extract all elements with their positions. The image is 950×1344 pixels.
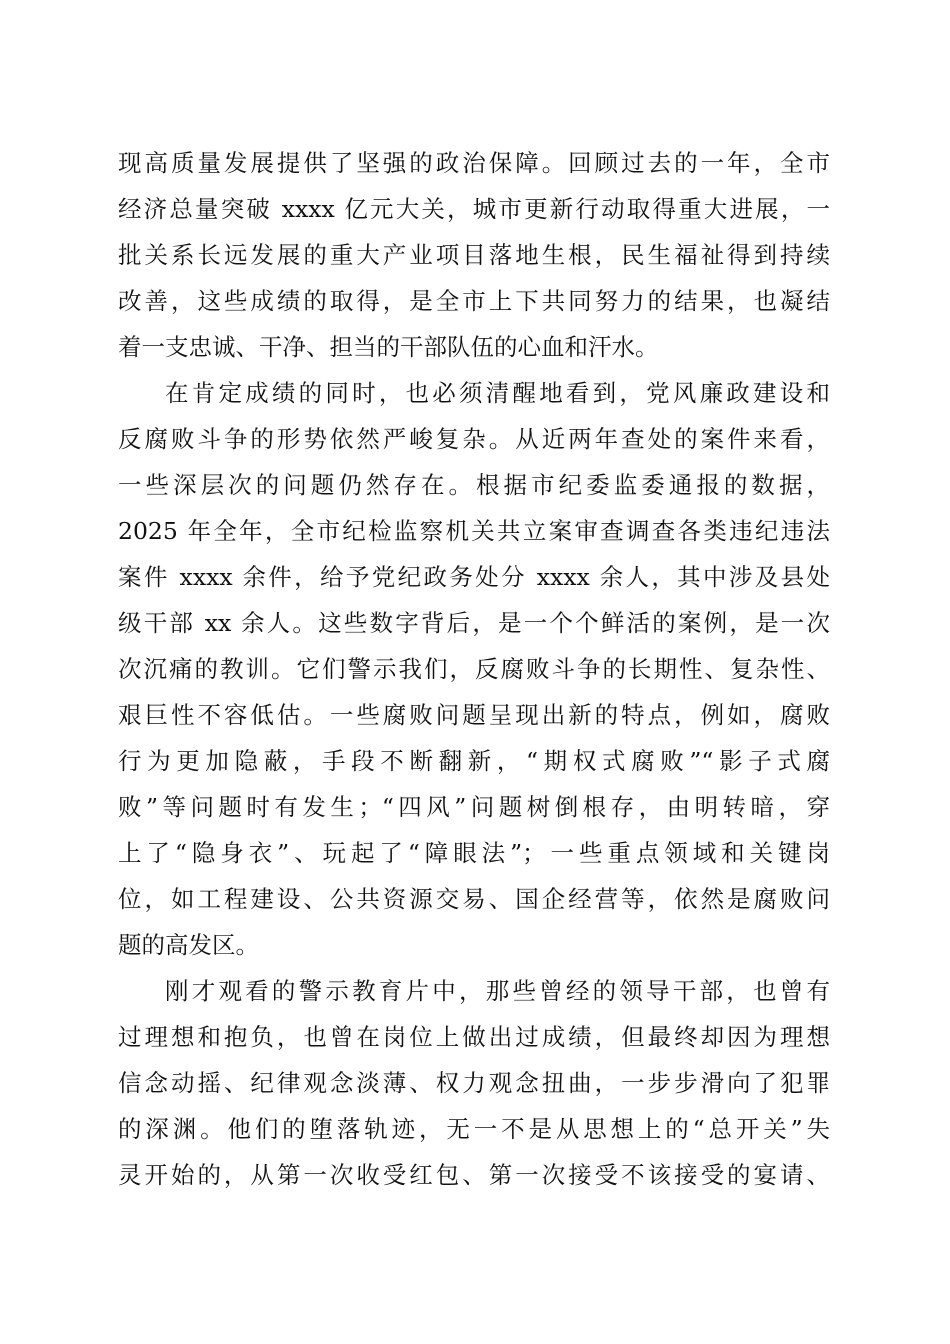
text-line: 案件 xxxx 余件，给予党纪政务处分 xxxx 余人，其中涉及县处: [118, 563, 830, 591]
text-line: 改善，这些成绩的取得，是全市上下共同努力的结果，也凝结: [118, 287, 830, 315]
text-line: 经济总量突破 xxxx 亿元大关，城市更新行动取得重大进展，一: [118, 195, 830, 223]
text-line: 过理想和抱负，也曾在岗位上做出过成绩，但最终却因为理想: [118, 1023, 830, 1051]
text-line: 2025 年全年，全市纪检监察机关共立案审查调查各类违纪违法: [118, 517, 830, 545]
text-line: 在肯定成绩的同时，也必须清醒地看到，党风廉政建设和: [165, 379, 830, 407]
text-line: 级干部 xx 余人。这些数字背后，是一个个鲜活的案例，是一次: [118, 609, 830, 637]
text-line: 现高质量发展提供了坚强的政治保障。回顾过去的一年，全市: [118, 149, 830, 177]
text-line: 着一支忠诚、干净、担当的干部队伍的心血和汗水。: [118, 333, 659, 361]
text-line: 反腐败斗争的形势依然严峻复杂。从近两年查处的案件来看，: [118, 425, 830, 453]
text-line: 批关系长远发展的重大产业项目落地生根，民生福祉得到持续: [118, 241, 830, 269]
text-line: 艰巨性不容低估。一些腐败问题呈现出新的特点，例如，腐败: [118, 701, 830, 729]
text-line: 位，如工程建设、公共资源交易、国企经营等，依然是腐败问: [118, 885, 830, 913]
text-line: 上了“隐身衣”、玩起了“障眼法”；一些重点领域和关键岗: [118, 839, 830, 867]
text-line: 的深渊。他们的堕落轨迹，无一不是从思想上的“总开关”失: [118, 1115, 830, 1143]
text-line: 题的高发区。: [118, 931, 259, 959]
text-line: 信念动摇、纪律观念淡薄、权力观念扭曲，一步步滑向了犯罪: [118, 1069, 830, 1097]
text-line: 刚才观看的警示教育片中，那些曾经的领导干部，也曾有: [165, 977, 830, 1005]
text-line: 败”等问题时有发生；“四风”问题树倒根存，由明转暗，穿: [118, 793, 830, 821]
text-line: 次沉痛的教训。它们警示我们，反腐败斗争的长期性、复杂性、: [118, 655, 830, 683]
text-line: 行为更加隐蔽，手段不断翻新，“期权式腐败”“影子式腐: [118, 747, 830, 775]
text-line: 一些深层次的问题仍然存在。根据市纪委监委通报的数据，: [118, 471, 830, 499]
text-line: 灵开始的，从第一次收受红包、第一次接受不该接受的宴请、: [118, 1161, 830, 1189]
body-text: [118, 140, 830, 1198]
